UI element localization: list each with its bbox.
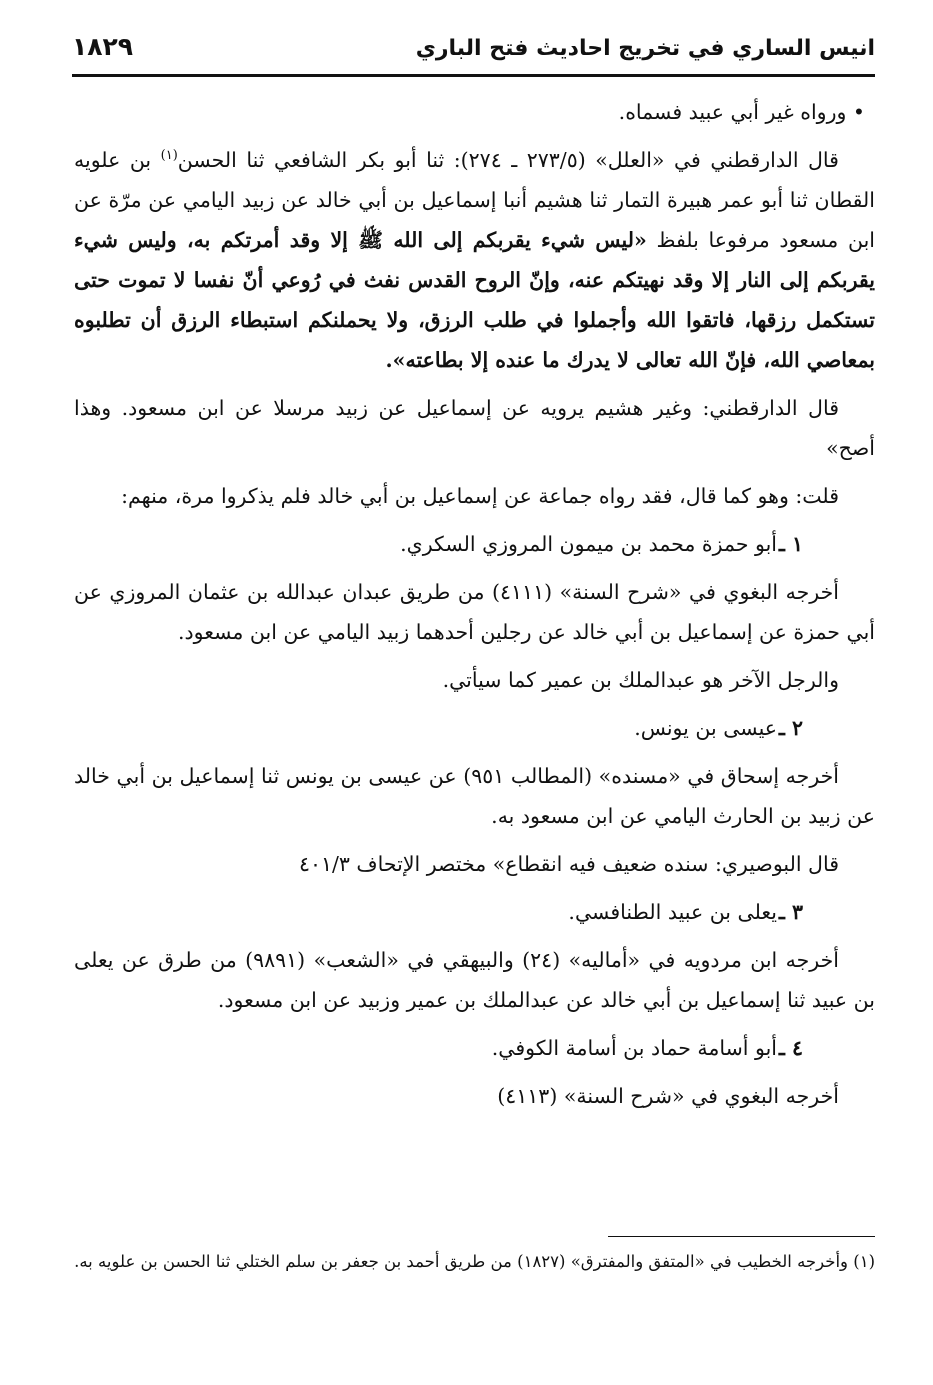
book-title: انيس الساري في تخريج احاديث فتح الباري — [415, 36, 875, 61]
running-header — [72, 30, 875, 76]
paragraph-bullet: • ورواه غير أبي عبيد فسماه. — [618, 100, 865, 124]
list-item-1-number: ١ ـ — [778, 532, 803, 556]
paragraph-author-note: قلت: وهو كما قال، فقد رواه جماعة عن إسماعيل بن أبي خالد فلم يذكروا مرة، منهم: — [121, 484, 839, 508]
list-item-1-text: أخرجه البغوي في «شرح السنة» (٤١١١) من طريق عبدان عبدالله بن عثمان المروزي عن أبي حمزة عن إسماعيل بن أبي خالد عن رجلين أحدهما زبيد اليامي عن ابن مسعود. — [74, 580, 875, 644]
footnote — [74, 1246, 875, 1278]
list-item-3-title — [74, 892, 875, 932]
list-item-4-text: أخرجه البغوي في «شرح السنة» (٤١١٣) — [497, 1084, 839, 1108]
list-item-2-name: عيسى بن يونس. — [634, 716, 777, 740]
list-item-4-number: ٤ ـ — [778, 1036, 803, 1060]
footnote-marker: (١) — [160, 148, 178, 164]
hadith-text: «ليس شيء يقربكم إلى الله ﷺ إلا وقد أمرتكم به، وليس شيء يقربكم إلى النار إلا وقد نهيتكم عنه، وإنّ الروح القدس نفث في رُوعي أنّ نفسا لا تموت حتى تستكمل رزقها، فاتقوا الله وأجملوا في طلب الرزق، ولا يحملنكم استبطاء الرزق أن تطلبوه بمعاصي الله، فإنّ الله تعالى لا يدرك ما عنده إلا بطاعته». — [74, 228, 875, 372]
list-item-1-note: والرجل الآخر هو عبدالملك بن عمير كما سيأتي. — [442, 668, 839, 692]
header-divider — [72, 74, 875, 77]
list-item-2-note: قال البوصيري: سنده ضعيف فيه انقطاع» مختصر الإتحاف ٤٠١/٣ — [298, 852, 839, 876]
daraqutni-intro: قال الدارقطني في «العلل» (٢٧٣/٥ ـ ٢٧٤): ثنا أبو بكر الشافعي ثنا الحسن — [177, 148, 839, 172]
list-item-3-number: ٣ ـ — [778, 900, 803, 924]
main-text — [74, 92, 875, 1124]
list-item-2-number: ٢ ـ — [778, 716, 803, 740]
isnad-text: بن علويه القطان ثنا أبو عمر هبيرة التمار ثنا هشيم أنبا إسماعيل بن أبي خالد عن زبيد اليامي عن مرّة عن ابن مسعود مرفوعا بلفظ — [74, 148, 875, 252]
paragraph-daraqutni-comment: قال الدارقطني: وغير هشيم يرويه عن إسماعيل عن زبيد مرسلا عن ابن مسعود. وهذا أصح» — [74, 396, 875, 460]
list-item-2-text: أخرجه إسحاق في «مسنده» (المطالب ٩٥١) عن عيسى بن يونس ثنا إسماعيل بن أبي خالد عن زبيد بن الحارث اليامي عن ابن مسعود به. — [74, 764, 875, 828]
footnote-divider — [608, 1236, 875, 1237]
list-item-3-name: يعلى بن عبيد الطنافسي. — [568, 900, 777, 924]
list-item-3-text: أخرجه ابن مردويه في «أماليه» (٢٤) والبيهقي في «الشعب» (٩٨٩١) من طرق عن يعلى بن عبيد ثنا إسماعيل بن أبي خالد عن عبدالملك بن عمير وزبيد عن ابن مسعود. — [74, 948, 875, 1012]
list-item-4-name: أبو أسامة حماد بن أسامة الكوفي. — [491, 1036, 777, 1060]
list-item-4-title — [74, 1028, 875, 1068]
page-number: ١٨٢٩ — [72, 32, 134, 61]
list-item-2-title — [74, 708, 875, 748]
footnote-1: (١) وأخرجه الخطيب في «المتفق والمفترق» (١٨٢٧) من طريق أحمد بن جعفر بن سلم الختلي ثنا الحسن بن علويه به. — [74, 1252, 875, 1271]
list-item-1-title — [74, 524, 875, 564]
paragraph-daraqutni — [74, 140, 875, 380]
list-item-1-name: أبو حمزة محمد بن ميمون المروزي السكري. — [400, 532, 777, 556]
